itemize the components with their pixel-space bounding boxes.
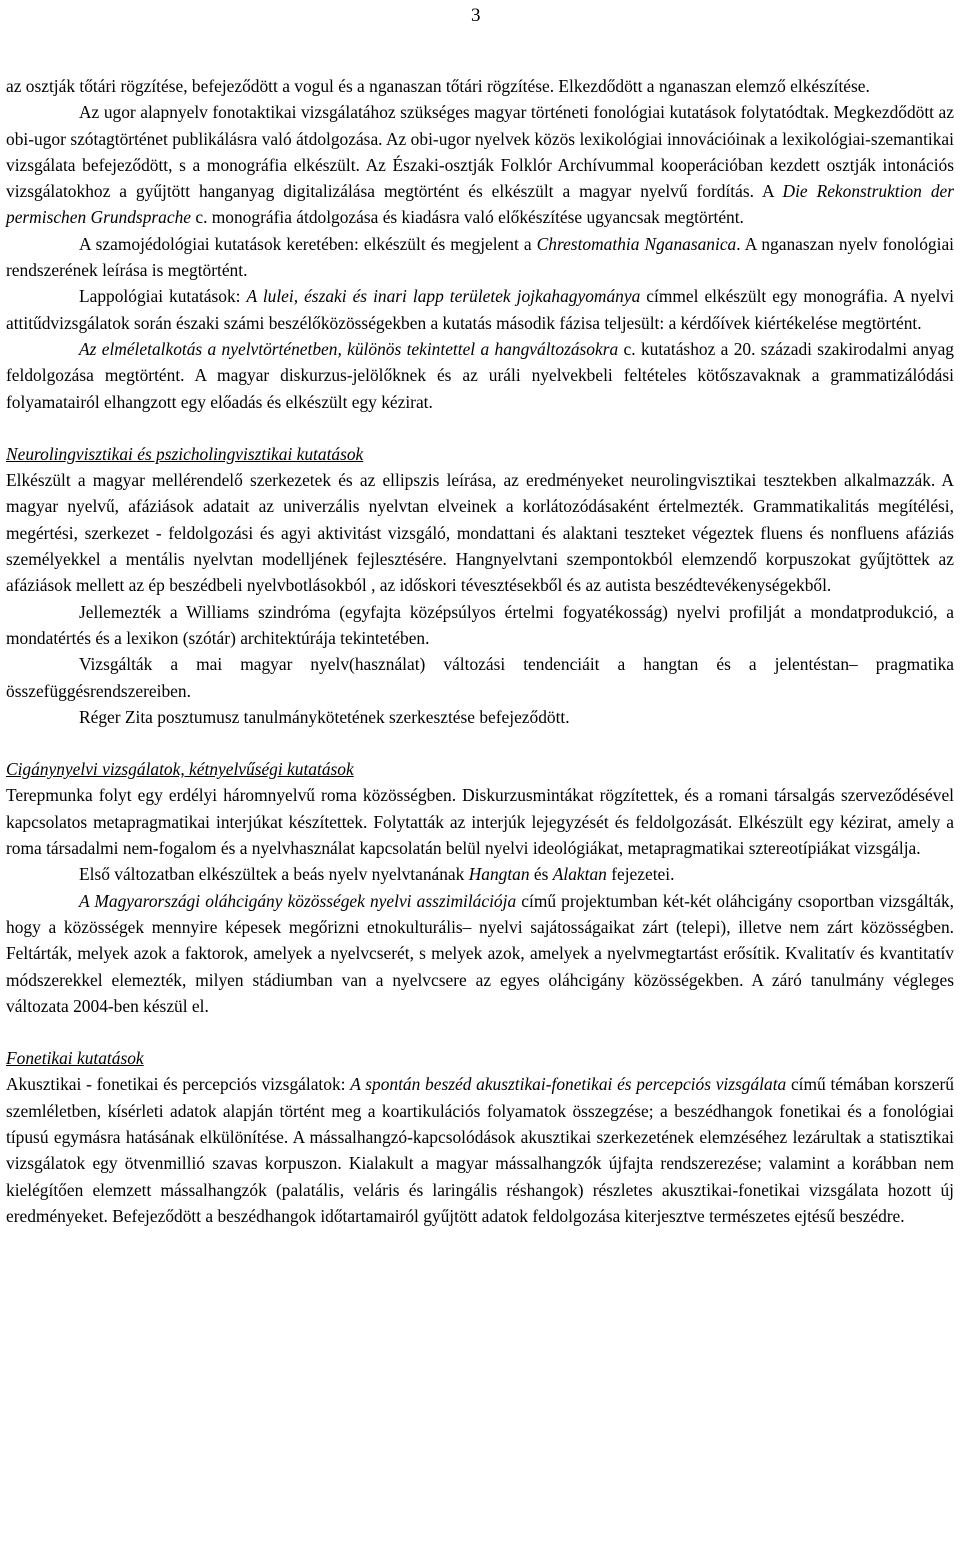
paragraph: Lappológiai kutatások: A lulei, északi és inari lapp területek jojkahagyománya címmel elkészült egy monográfia. A nyelvi attitűdvizsgálatok során északi számi beszélőközösségekben a kutatás második fázisa teljesült: a kérdőívek kiértékelése megtörtént. bbox=[6, 286, 954, 333]
spacer bbox=[6, 415, 954, 441]
paragraph: Réger Zita posztumusz tanulmánykötetének szerkesztése befejeződött. bbox=[79, 706, 570, 727]
chapter-title: Hangtan bbox=[468, 864, 530, 885]
paragraph: Első változatban elkészültek a beás nyelv nyelvtanának Hangtan és Alaktan fejezetei. bbox=[79, 864, 675, 885]
section-heading: Fonetikai kutatások bbox=[6, 1048, 144, 1069]
paragraph: A Magyarországi oláhcigány közösségek nyelvi asszimilációja című projektumban két-két oláhcigány csoportban vizsgálták, hogy a közösségek mennyire képesek megőrizni etnokulturális– nyelvi sajátosságaikat zárt (telepi), illetve nem zárt közösségben. Feltárták, melyek azok a faktorok, amelyek a nyelvcserét, s melyek azok, amelyek a nyelvmegtartást erősítik. Kvalitatív és kvantitatív módszerekkel elemezték, milyen stádiumban van a nyelvcsere az egyes oláhcigány közösségekben. A záró tanulmány végleges változata 2004-ben készül el. bbox=[6, 890, 954, 1016]
paragraph: Terepmunka folyt egy erdélyi háromnyelvű roma közösségben. Diskurzusmintákat rögzítettek, és a romani társalgás szerveződésével kapcsolatos metapragmatikai interjúkat készítettek. Folytatták az interjúk lejegyzését és feldolgozását. Elkészült egy kézirat, amely a roma társadalmi nem-fogalom és a nyelvhasználat kapcsolatán belül nyelvi ideológiákat, metapragmatikai sztereotípiákat vizsgálja. bbox=[6, 785, 954, 859]
paragraph: Jellemezték a Williams szindróma (egyfajta középsúlyos értelmi fogyatékosság) nyelvi profilját a mondatprodukció, a mondatértés és a lexikon (szótár) architektúrája tekintetében. bbox=[6, 601, 954, 648]
chapter-title: Alaktan bbox=[552, 864, 607, 885]
book-title: A lulei, északi és inari lapp területek jojkahagyománya bbox=[246, 286, 641, 307]
book-title: Az elméletalkotás a nyelvtörténetben, különös tekintettel a hangváltozásokra bbox=[79, 338, 619, 359]
paragraph: Elkészült a magyar mellérendelő szerkezetek és az ellipszis leírása, az eredményeket neurolingvisztikai tesztekben alkalmazzák. A magyar nyelvű, afáziások adatait az univerzális nyelvtan elveinek a korlátozódásaként értelmezték. Grammatikalitás megítélési, megértési, szerkezet - feldolgozási és agyi aktivitást vizsgáló, mondattani és alaktani teszteket végeztek fluens és nonfluens afáziás személyekkel a mentális nyelvtan modelljének fejlesztésére. Hangnyelvtani szempontokból elemzendő korpuszokat gyűjtöttek az afáziások mellett az ép beszédbeli nyelvbotlásokból , az időskori tévesztésekből és az autista beszédtevékenységekből. bbox=[6, 470, 954, 596]
paragraph: A szamojédológiai kutatások keretében: elkészült és megjelent a Chrestomathia Nganasanica. A nganaszan nyelv fonológiai rendszerének leírása is megtörtént. bbox=[6, 233, 954, 281]
paragraph: Az ugor alapnyelv fonotaktikai vizsgálatához szükséges magyar történeti fonológiai kutatások folytatódtak. Megkezdődött az obi-ugor szótagtörténet publikálásra való átdolgozása. Az obi-ugor nyelvek közös lexikológiai innovációinak a lexikológiai-szemantikai vizsgálata befejeződött, s a monográfia elkészült. Az Északi-osztják Folklór Archívummal kooperációban kezdett osztják intonációs vizsgálatokhoz a gyűjtött hanganyag digitalizálása megtörtént és elkészült a magyar nyelvű fordítás. A Die Rekonstruktion der permischen Grundsprache c. monográfia átdolgozása és kiadásra való előkészítése ugyancsak megtörtént. bbox=[6, 102, 954, 228]
section-heading: Cigánynyelvi vizsgálatok, kétnyelvűségi kutatások bbox=[6, 759, 354, 780]
paragraph: Az elméletalkotás a nyelvtörténetben, különös tekintettel a hangváltozásokra c. kutatáshoz a 20. századi szakirodalmi anyag feldolgozása megtörtént. A magyar diskurzus-jelölőknek és az uráli nyelvekbeli feltételes kötőszavaknak a grammatizálódási folyamatairól elhangzott egy előadás és elkészült egy kézirat. bbox=[6, 338, 954, 412]
paragraph: Akusztikai - fonetikai és percepciós vizsgálatok: A spontán beszéd akusztikai-fonetikai és percepciós vizsgálata című témában korszerű szemléletben, kísérleti adatok alapján történt meg a koartikulációs folyamatok összegzése; a beszédhangok fonetikai és a fonológiai típusú egymásra hatásának elkülönítése. A mássalhangzó-kapcsolódások akusztikai szerkezetének elemzéséhez lezárultak a statisztikai vizsgálatok egy ötvenmillió szavas korpuszon. Kialakult a magyar mássalhangzók újfajta rendszerezése; valamint a korábban nem kielégítően elemzett mássalhangzók (palatális, veláris és laringális réshangok) részletes akusztikai-fonetikai vizsgálata hozott új eredményeket. Befejeződött a beszédhangok időtartamairól gyűjtött adatok feldolgozása kiterjesztve természetes ejtésű beszédre. bbox=[6, 1074, 954, 1226]
paragraph: Vizsgálták a mai magyar nyelv(használat) változási tendenciáit a hangtan és a jelentéstan– pragmatika összefüggésrendszereiben. bbox=[6, 654, 954, 701]
document-body bbox=[6, 73, 954, 1229]
book-title: Chrestomathia Nganasanica bbox=[536, 233, 737, 254]
book-title: Die Rekonstruktion der permischen Grundsprache bbox=[6, 181, 954, 228]
section-heading: Neurolingvisztikai és pszicholingvisztikai kutatások bbox=[6, 443, 364, 464]
page-number: 3 bbox=[471, 5, 481, 26]
spacer bbox=[6, 1019, 954, 1045]
spacer bbox=[6, 730, 954, 756]
project-title: A Magyarországi oláhcigány közösségek nyelvi asszimilációja bbox=[79, 890, 517, 911]
paragraph: az osztják tőtári rögzítése, befejeződött a vogul és a nganaszan tőtári rögzítése. Elkezdődött a nganaszan elemző elkészítése. bbox=[6, 76, 870, 96]
project-title: A spontán beszéd akusztikai-fonetikai és percepciós vizsgálata bbox=[350, 1074, 787, 1095]
